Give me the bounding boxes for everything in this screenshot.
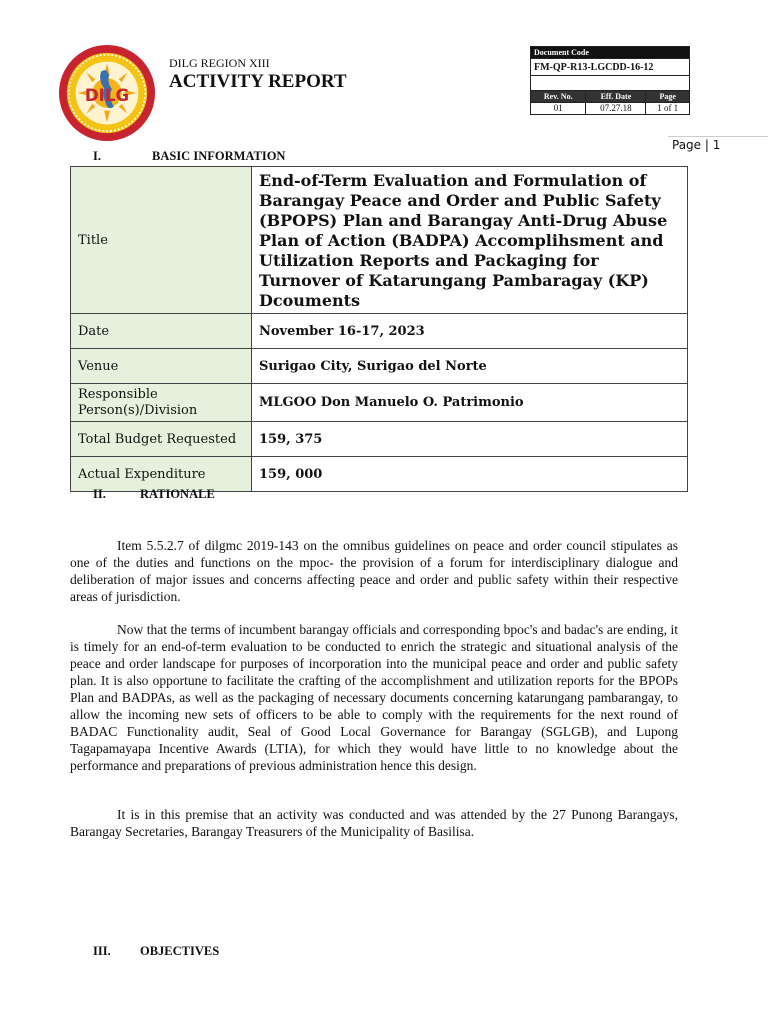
page-divider <box>668 136 768 137</box>
svg-text:DILG: DILG <box>84 85 130 105</box>
section-title: RATIONALE <box>140 487 215 501</box>
page-value: 1 of 1 <box>646 103 690 115</box>
actual-expenditure-value: 159, 000 <box>252 457 688 492</box>
eff-date-value: 07.27.18 <box>586 103 646 115</box>
rev-no-label: Rev. No. <box>531 91 586 103</box>
row-label: Total Budget Requested <box>71 422 252 457</box>
section-basic-information-heading <box>93 149 285 164</box>
section-title: OBJECTIVES <box>140 944 220 958</box>
region-label: DILG REGION XIII <box>169 56 270 70</box>
doc-code-label: Document Code <box>531 47 690 59</box>
section-number: II. <box>93 487 106 501</box>
document-control-box <box>530 46 690 115</box>
basic-information-table <box>70 166 688 492</box>
section-number: III. <box>93 944 111 958</box>
row-label: Title <box>71 167 252 314</box>
report-title: ACTIVITY REPORT <box>169 71 347 92</box>
doc-code: FM-QP-R13-LGCDD-16-12 <box>531 59 690 76</box>
paragraph-text: It is in this premise that an activity was conducted and was attended by the 27 Punong Barangays, Barangay Secretaries, Barangay Treasurers of the Municipality of Basilisa. <box>70 807 678 839</box>
paragraph-text: Item 5.5.2.7 of dilgmc 2019-143 on the omnibus guidelines on peace and order council stipulates as one of the duties and functions on the mpoc- the provision of a forum for interdisciplinary dialogue and deliberation of major issues and concerns affecting peace and order and public safety within their respective areas of jurisdiction. <box>70 538 678 604</box>
budget-requested-value: 159, 375 <box>252 422 688 457</box>
rationale-paragraph <box>70 537 678 605</box>
activity-title-value: End-of-Term Evaluation and Formulation of Barangay Peace and Order and Public Safety (BPOPS) Plan and Barangay Anti-Drug Abuse Plan of Action (BADPA) Accomplihsment and Utilization Reports and Packaging for Turnover of Katarungang Pambaragay (KP) Dcouments <box>252 167 688 314</box>
table-row <box>71 384 688 422</box>
table-row <box>71 422 688 457</box>
responsible-person-value: MLGOO Don Manuelo O. Patrimonio <box>252 384 688 422</box>
row-label: Venue <box>71 349 252 384</box>
date-value: November 16-17, 2023 <box>252 314 688 349</box>
section-rationale-heading <box>93 487 215 502</box>
table-row <box>71 167 688 314</box>
section-title: BASIC INFORMATION <box>152 149 286 163</box>
eff-date-label: Eff. Date <box>586 91 646 103</box>
table-row <box>71 349 688 384</box>
venue-value: Surigao City, Surigao del Norte <box>252 349 688 384</box>
rationale-paragraph <box>70 806 678 840</box>
row-label: Responsible Person(s)/Division <box>71 384 252 422</box>
rationale-paragraph <box>70 621 678 774</box>
rev-no-value: 01 <box>531 103 586 115</box>
page-indicator: Page | 1 <box>672 138 721 152</box>
paragraph-text: Now that the terms of incumbent barangay officials and corresponding bpoc's and badac's are ending, it is timely for an end-of-term evaluation to be conducted to enrich the strategic and situational analysis of the peace and order landscape for purposes of incorporation into the municipal peace and order and public safety plan. It is also opportune to facilitate the crafting of the accomplishment and utilization reports for the BPOPs Plan and BADPAs, as well as the packaging of necessary documents concerning katarungang pambarangay, to allow the incoming new sets of officers to be able to comply with the requirements for the next round of BADAC Functionality audit, Seal of Good Local Governance for Barangay (SGLGB), and Lupong Tagapamayapa Incentive Awards (LTIA), for which they would have little to no knowledge about the performance and preparations of previous administration hence this design. <box>70 622 678 773</box>
dilg-logo <box>58 44 156 142</box>
section-objectives-heading <box>93 944 219 959</box>
page-label: Page <box>646 91 690 103</box>
section-number: I. <box>93 149 101 163</box>
row-label: Date <box>71 314 252 349</box>
row-label: Actual Expenditure <box>71 457 252 492</box>
table-row <box>71 314 688 349</box>
